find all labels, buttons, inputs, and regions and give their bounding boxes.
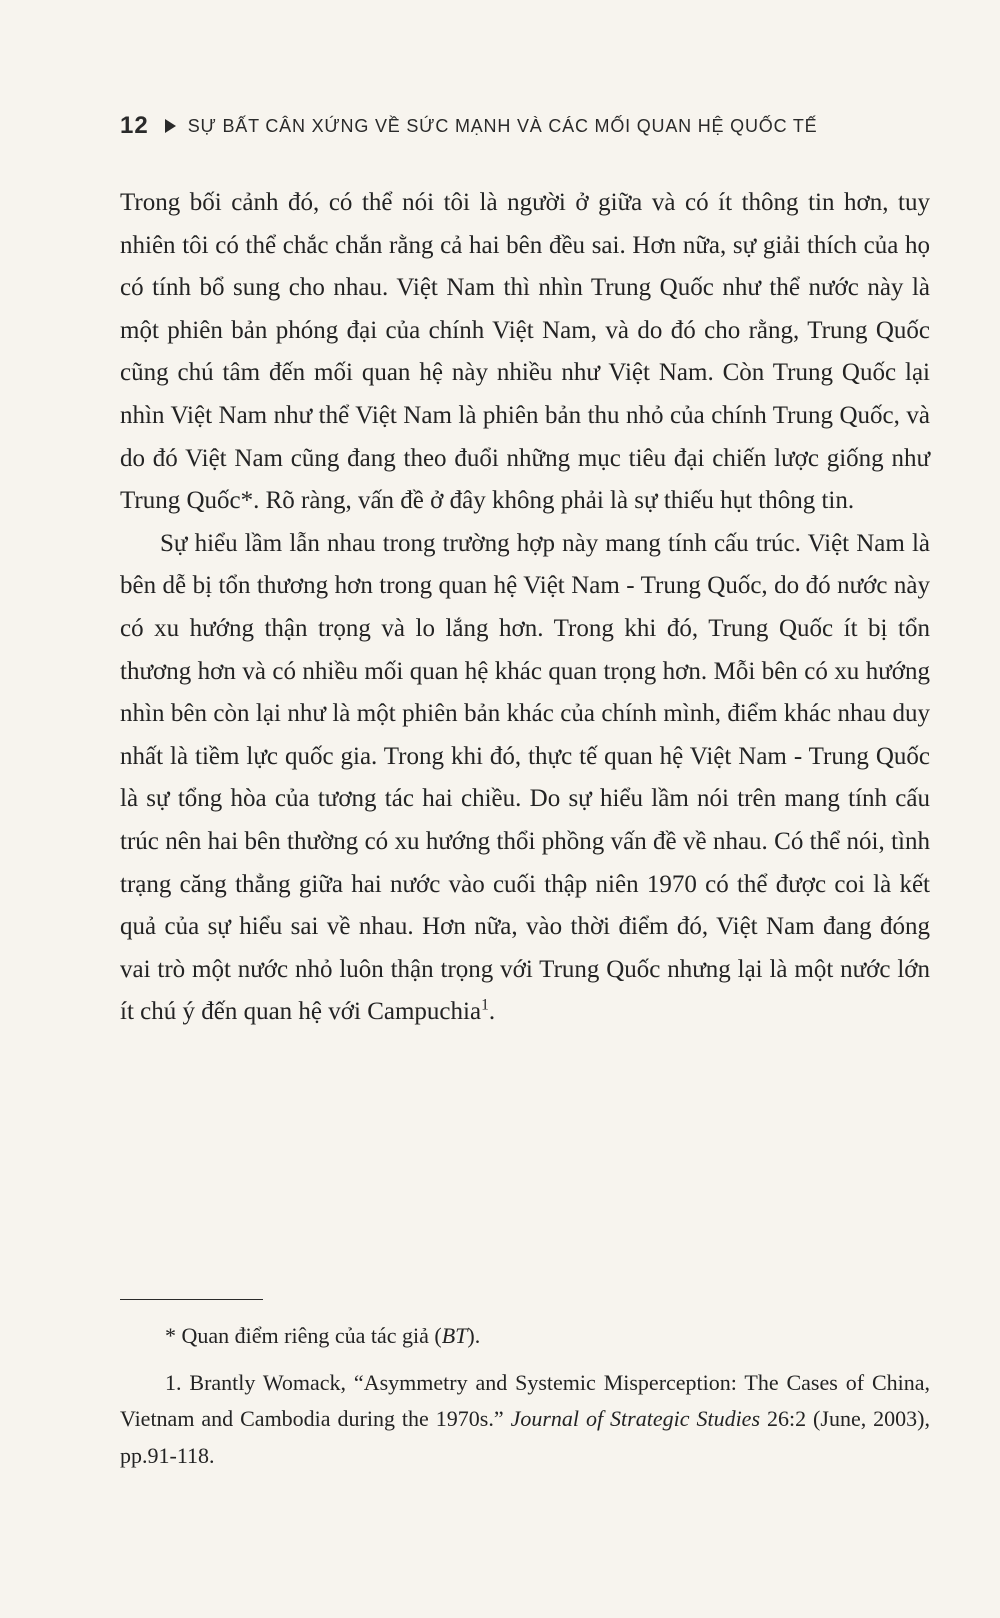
main-text xyxy=(120,182,930,1034)
paragraph-2-text: Sự hiểu lầm lẫn nhau trong trường hợp này mang tính cấu trúc. Việt Nam là bên dễ bị tổn thương hơn trong quan hệ Việt Nam - Trung Quốc, do đó nước này có xu hướng thận trọng và lo lắng hơn. Trong khi đó, Trung Quốc ít bị tổn thương hơn và có nhiều mối quan hệ khác quan trọng hơn. Mỗi bên có xu hướng nhìn bên còn lại như là một phiên bản khác của chính mình, điểm khác nhau duy nhất là tiềm lực quốc gia. Trong khi đó, thực tế quan hệ Việt Nam - Trung Quốc là sự tổng hòa của tương tác hai chiều. Do sự hiểu lầm nói trên mang tính cấu trúc nên hai bên thường có xu hướng thổi phồng vấn đề về nhau. Có thể nói, tình trạng căng thẳng giữa hai nước vào cuối thập niên 1970 có thể được coi là kết quả của sự hiểu sai về nhau. Hơn nữa, vào thời điểm đó, Việt Nam đang đóng vai trò một nước nhỏ luôn thận trọng với Trung Quốc nhưng lại là một nước lớn ít chú ý đến quan hệ với Campuchia xyxy=(120,529,930,1026)
footnote-1-journal: Journal of Strategic Studies xyxy=(510,1406,761,1431)
footnote-1-text: 1. Brantly Womack, “Asymmetry and Systemic Misperception: The Cases of China, Vietnam and Cambodia during the 1970s.” xyxy=(120,1369,930,1431)
triangle-arrow-icon xyxy=(165,119,176,133)
running-title: SỰ BẤT CÂN XỨNG VỀ SỨC MẠNH VÀ CÁC MỐI QUAN HỆ QUỐC TẾ xyxy=(187,115,818,136)
paragraph-2 xyxy=(120,523,930,1034)
footnote-1 xyxy=(120,1365,930,1475)
footnote-1-end: 26:2 (June, 2003), pp.91-118. xyxy=(120,1406,931,1468)
footnote-star-italic: BT xyxy=(441,1323,468,1348)
paragraph-2-end: . xyxy=(488,998,496,1026)
page-header xyxy=(120,112,817,140)
footnote-star xyxy=(120,1318,930,1355)
footnotes xyxy=(120,1318,930,1474)
footnote-divider xyxy=(120,1299,263,1300)
page-number: 12 xyxy=(120,112,149,139)
footnote-star-end: ). xyxy=(467,1323,481,1348)
paragraph-1: Trong bối cảnh đó, có thể nói tôi là người ở giữa và có ít thông tin hơn, tuy nhiên tôi có thể chắc chắn rằng cả hai bên đều sai. Hơn nữa, sự giải thích của họ có tính bổ sung cho nhau. Việt Nam thì nhìn Trung Quốc như thể nước này là một phiên bản phóng đại của chính Việt Nam, và do đó cho rằng, Trung Quốc cũng chú tâm đến mối quan hệ này nhiều như Việt Nam. Còn Trung Quốc lại nhìn Việt Nam như thể Việt Nam là phiên bản thu nhỏ của chính Trung Quốc, và do đó Việt Nam cũng đang theo đuổi những mục tiêu đại chiến lược giống như Trung Quốc*. Rõ ràng, vấn đề ở đây không phải là sự thiếu hụt thông tin. xyxy=(120,189,930,515)
footnote-marker: 1 xyxy=(481,996,489,1014)
footnote-star-text: * Quan điểm riêng của tác giả ( xyxy=(165,1323,442,1348)
